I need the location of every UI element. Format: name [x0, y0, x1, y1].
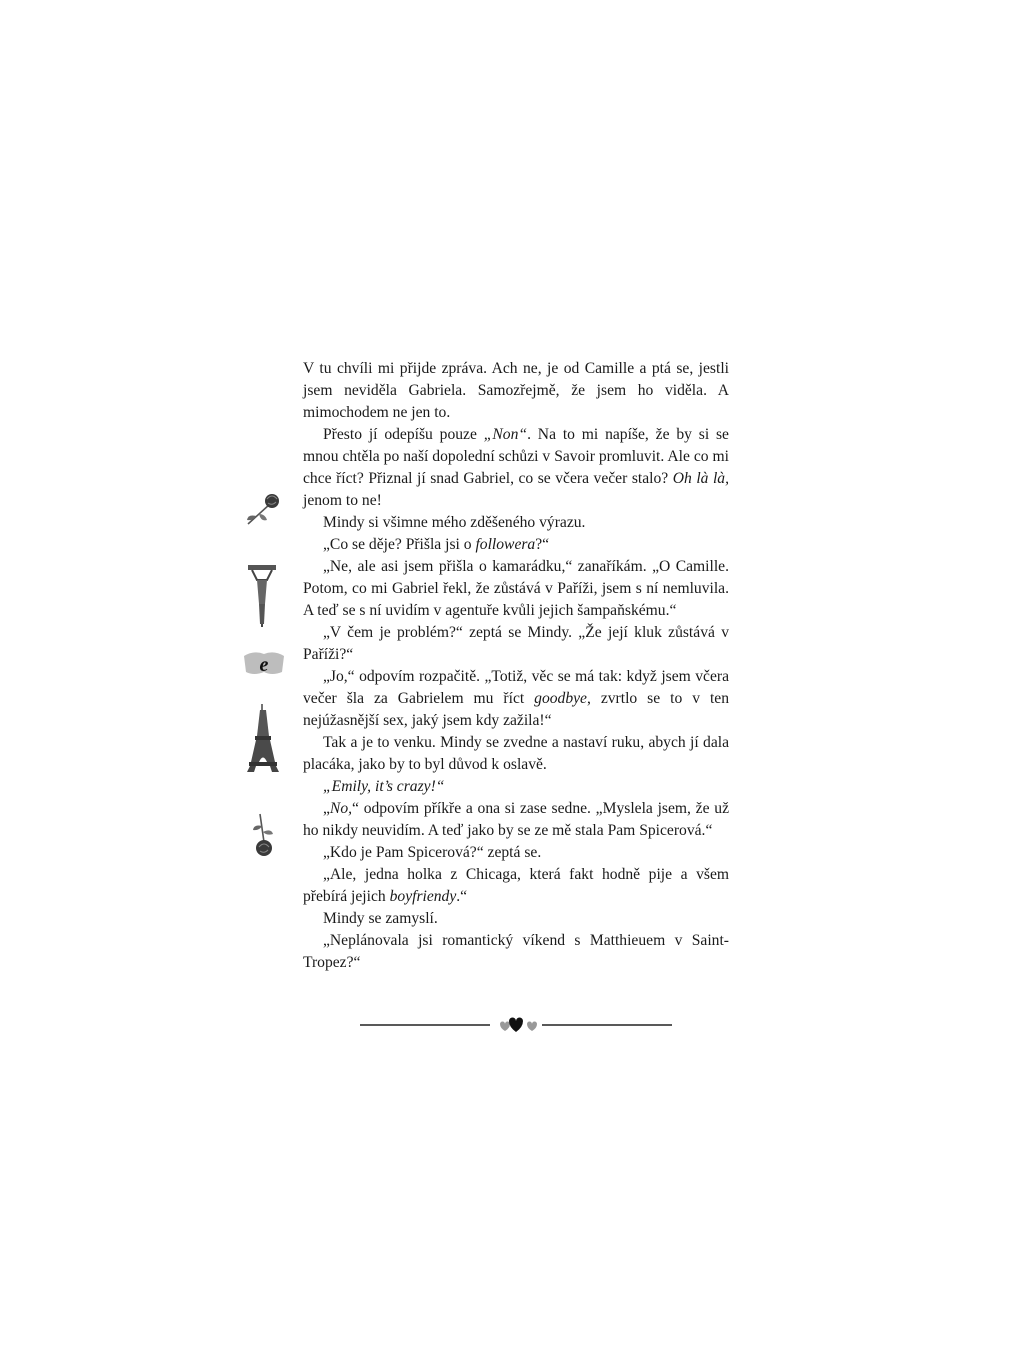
- paragraph: [303, 512, 729, 534]
- rose-icon: [250, 812, 278, 858]
- rose-icon: [244, 490, 284, 530]
- text-run: “ odpovím příkře a ona si zase sedne. „Myslela jsem, že už ho nikdy neuvidím. A teď jako by se ze mě stala Pam Spicerová.“: [303, 800, 729, 839]
- italic-text: No,: [329, 800, 353, 817]
- text-run: V tu chvíli mi přijde zpráva. Ach ne, je od Camille a ptá se, jestli jsem neviděla Gabriela. Samozřejmě, že jsem ho viděla. A mimochodem ne jen to.: [303, 360, 729, 421]
- text-run: Mindy se zamyslí.: [323, 910, 438, 927]
- paragraph: [303, 842, 729, 864]
- text-run: jenom to ne!: [303, 492, 382, 509]
- text-run: .“: [456, 888, 468, 905]
- text-run: „V čem je problém?“ zeptá se Mindy. „Že její kluk zůstává v Paříži?“: [303, 624, 729, 663]
- paragraph: [303, 534, 729, 556]
- italic-text: „Non“: [483, 426, 528, 443]
- italic-text: goodbye: [534, 690, 587, 707]
- paragraph: [303, 622, 729, 666]
- text-run: „Kdo je Pam Spicerová?“ zeptá se.: [323, 844, 542, 861]
- eiffel-tower-icon: [246, 704, 280, 772]
- text-run: , zvrtlo se to v ten nejúžasnější sex, jaký jsem kdy zažila!“: [303, 690, 729, 729]
- text-run: Mindy si všimne mého zděšeného výrazu.: [323, 514, 586, 531]
- paragraph: [303, 908, 729, 930]
- italic-text: boyfriendy: [389, 888, 457, 905]
- paragraph: [303, 424, 729, 512]
- text-run: „Ale, jedna holka z Chicaga, která fakt hodně pije a všem přebírá jejich: [303, 866, 729, 905]
- hearts-icon: [500, 1018, 537, 1033]
- text-run: . Na to mi napíše, že by si se mnou chtěla po naší dopolední schůzi v Savoir promluvit. Ale co mi chce říct? Přiznal jí snad Gabriel, co se včera večer stalo?: [303, 426, 729, 487]
- ornament-divider: [360, 1014, 672, 1036]
- text-run: Přesto jí odepíšu pouze: [323, 426, 484, 443]
- chapter-text: [303, 358, 729, 974]
- paragraph: [303, 556, 729, 622]
- eiffel-tower-sketch-icon: [246, 562, 278, 628]
- italic-text: Oh là là,: [672, 470, 730, 487]
- svg-text:e: e: [259, 654, 269, 676]
- paragraph: [303, 732, 729, 776]
- paragraph: [303, 776, 729, 798]
- paragraph: [303, 864, 729, 908]
- paragraph: [303, 798, 729, 842]
- italic-text: „Emily, it’s crazy!“: [323, 778, 445, 795]
- text-run: „Jo,“ odpovím rozpačitě. „Totiž, věc se má tak: když jsem včera večer šla za Gabrielem mu říct: [303, 668, 729, 707]
- e-monogram-badge-icon: [242, 650, 286, 678]
- paragraph: [303, 358, 729, 424]
- text-run: „Co se děje? Přišla jsi o: [323, 536, 476, 553]
- text-run: „Neplánovala jsi romantický víkend s Matthieuem v Saint-Tropez?“: [303, 932, 729, 971]
- paragraph: [303, 666, 729, 732]
- text-run: ?“: [535, 536, 550, 553]
- italic-text: followera: [475, 536, 536, 553]
- text-run: „Ne, ale asi jsem přišla o kamarádku,“ zanaříkám. „O Camille. Potom, co mi Gabriel řekl, že zůstává v Paříži, jsem s ní nemluvila. A teď se s ní uvidím v agentuře kvůli jejich šampaňskému.“: [303, 558, 729, 619]
- text-run: „: [323, 800, 330, 817]
- text-run: Tak a je to venku. Mindy se zvedne a nastaví ruku, abych jí dala placáka, jako by to byl důvod k oslavě.: [303, 734, 729, 773]
- paragraph: [303, 930, 729, 974]
